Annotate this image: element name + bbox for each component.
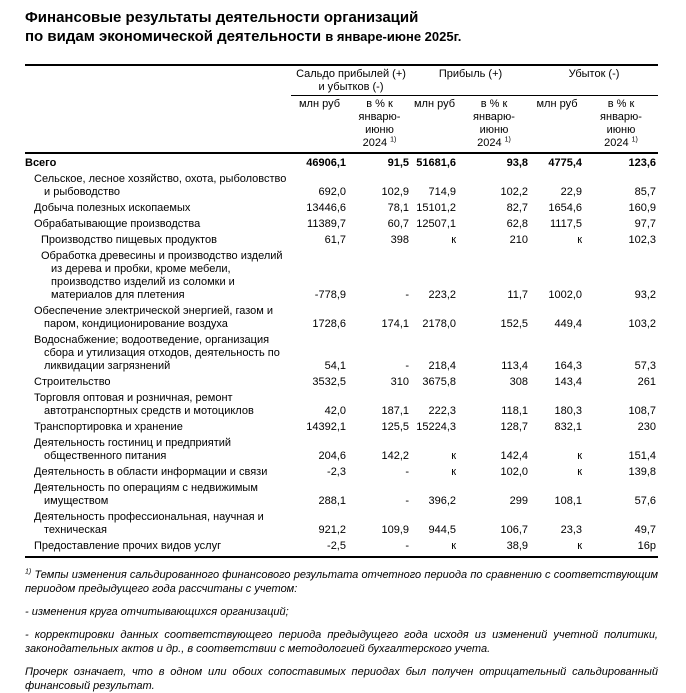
column-group-header-row bbox=[25, 65, 658, 96]
cell-value: 174,1 bbox=[381, 318, 409, 330]
cell-value: 398 bbox=[390, 234, 409, 246]
footnote-marker: 1) bbox=[25, 568, 32, 576]
cell-value: 1002,0 bbox=[548, 289, 582, 301]
table-row bbox=[25, 170, 658, 199]
cell-value: к bbox=[451, 450, 456, 462]
cell-value: 93,2 bbox=[634, 289, 656, 301]
row-label: Деятельность гостиниц и предприятий общественного питания bbox=[34, 437, 232, 462]
cell-value: 11389,7 bbox=[307, 218, 346, 230]
cell-value: 97,7 bbox=[634, 218, 656, 230]
row-label: Обрабатывающие производства bbox=[34, 218, 201, 230]
cell-value: 108,7 bbox=[628, 405, 656, 417]
cell-value: 93,8 bbox=[506, 157, 528, 169]
cell-value: 23,3 bbox=[560, 524, 582, 536]
table-row bbox=[25, 331, 658, 373]
cell-value: 1117,5 bbox=[549, 218, 582, 230]
empty-corner-cell bbox=[25, 65, 291, 96]
cell-value: 142,4 bbox=[500, 450, 528, 462]
table-row bbox=[25, 199, 658, 215]
footnote-4: Прочерк означает, что в одном или обоих сопоставимых периодах был получен отрицательный сальдированный финансовый результат. bbox=[25, 666, 658, 692]
table-row bbox=[25, 215, 658, 231]
cell-value: 46906,1 bbox=[306, 157, 346, 169]
footnote-2: - изменения круга отчитывающихся организаций; bbox=[25, 606, 289, 618]
row-label: Предоставление прочих видов услуг bbox=[25, 537, 291, 557]
cell-value: 15224,3 bbox=[416, 421, 456, 433]
cell-value: 187,1 bbox=[381, 405, 409, 417]
row-label: Строительство bbox=[34, 376, 111, 388]
cell-value: 102,3 bbox=[628, 234, 656, 246]
cell-value: 1654,6 bbox=[548, 202, 582, 214]
cell-value: 164,3 bbox=[554, 360, 582, 372]
cell-value: 13446,6 bbox=[306, 202, 346, 214]
cell-value: 128,7 bbox=[500, 421, 528, 433]
row-label: Водоснабжение; водоотведение, организация сбора и утилизация отходов, деятельность по ликвидации загрязнений bbox=[34, 334, 280, 372]
cell-value: 57,3 bbox=[634, 360, 656, 372]
footnote-ref-icon: 1) bbox=[504, 136, 511, 144]
cell-value: к bbox=[530, 537, 584, 557]
table-row bbox=[25, 247, 658, 302]
cell-value: 3675,8 bbox=[422, 376, 456, 388]
cell-value: - bbox=[405, 466, 409, 478]
table-row bbox=[25, 537, 658, 557]
cell-value: 118,1 bbox=[501, 405, 528, 417]
row-label: Торговля оптовая и розничная, ремонт автотранспортных средств и мотоциклов bbox=[34, 392, 254, 417]
cell-value: 151,4 bbox=[628, 450, 656, 462]
cell-value: 106,7 bbox=[500, 524, 528, 536]
row-label: Всего bbox=[25, 157, 57, 169]
cell-value: к bbox=[411, 537, 458, 557]
title-line-1: Финансовые результаты деятельности организаций bbox=[25, 9, 419, 26]
footnotes bbox=[25, 568, 658, 693]
cell-value: -778,9 bbox=[314, 289, 346, 301]
cell-value: 299 bbox=[509, 495, 528, 507]
cell-value: 152,5 bbox=[500, 318, 528, 330]
cell-value: 22,9 bbox=[560, 186, 582, 198]
cell-value: 944,5 bbox=[428, 524, 456, 536]
cell-value: к bbox=[577, 450, 582, 462]
table-row bbox=[25, 373, 658, 389]
cell-value: - bbox=[405, 495, 409, 507]
row-label: Обеспечение электрической энергией, газом и паром, кондиционирование воздуха bbox=[34, 305, 274, 330]
row-label: Обработка древесины и производство изделий из дерева и пробки, кроме мебели, производство изделий из соломки и материалов для плетения bbox=[41, 250, 283, 301]
cell-value: 921,2 bbox=[318, 524, 346, 536]
row-label: Деятельность профессиональная, научная и техническая bbox=[34, 511, 264, 536]
table-row bbox=[25, 463, 658, 479]
cell-value: 11,7 bbox=[507, 289, 528, 301]
cell-value: 222,3 bbox=[428, 405, 456, 417]
cell-value: 102,9 bbox=[381, 186, 409, 198]
subheader-loss-mln: млн руб bbox=[530, 96, 584, 154]
subheader-saldo-mln: млн руб bbox=[291, 96, 348, 154]
table-row bbox=[25, 508, 658, 537]
title-period: в январе-июне 2025г. bbox=[325, 29, 462, 44]
cell-value: 142,2 bbox=[381, 450, 409, 462]
group-header-profit: Прибыль (+) bbox=[411, 65, 530, 96]
page-title bbox=[25, 8, 658, 46]
row-label: Сельское, лесное хозяйство, охота, рыболовство и рыбоводство bbox=[34, 173, 287, 198]
title-line-2: по видам экономической деятельности в январе-июне 2025г. bbox=[25, 28, 462, 45]
cell-value: к bbox=[451, 234, 456, 246]
row-label: Производство пищевых продуктов bbox=[41, 234, 217, 246]
footnote-ref-icon: 1) bbox=[631, 136, 638, 144]
group-header-loss: Убыток (-) bbox=[530, 65, 658, 96]
cell-value: к bbox=[577, 466, 582, 478]
table-row bbox=[25, 302, 658, 331]
cell-value: 218,4 bbox=[428, 360, 456, 372]
cell-value: - bbox=[405, 360, 409, 372]
cell-value: 3532,5 bbox=[312, 376, 346, 388]
subheader-loss-pct: в % к январю- июню 2024 $^{1)}$ bbox=[584, 96, 658, 154]
cell-value: 692,0 bbox=[318, 186, 346, 198]
cell-value: -2,5 bbox=[291, 537, 348, 557]
cell-value: 15101,2 bbox=[416, 202, 456, 214]
cell-value: 16р bbox=[584, 537, 658, 557]
cell-value: 85,7 bbox=[634, 186, 656, 198]
cell-value: 103,2 bbox=[628, 318, 656, 330]
cell-value: 102,0 bbox=[500, 466, 528, 478]
cell-value: 123,6 bbox=[628, 157, 656, 169]
cell-value: 109,9 bbox=[381, 524, 409, 536]
column-subheader-row bbox=[25, 96, 658, 154]
cell-value: 42,0 bbox=[324, 405, 346, 417]
cell-value: 4775,4 bbox=[548, 157, 582, 169]
cell-value: к bbox=[577, 234, 582, 246]
row-label: Деятельность по операциям с недвижимым имуществом bbox=[34, 482, 258, 507]
cell-value: 60,7 bbox=[387, 218, 409, 230]
cell-value: 310 bbox=[390, 376, 409, 388]
cell-value: 38,9 bbox=[458, 537, 530, 557]
cell-value: 51681,6 bbox=[416, 157, 456, 169]
cell-value: 230 bbox=[637, 421, 656, 433]
cell-value: 102,2 bbox=[500, 186, 528, 198]
cell-value: - bbox=[405, 289, 409, 301]
cell-value: 91,5 bbox=[387, 157, 409, 169]
cell-value: 139,8 bbox=[628, 466, 656, 478]
cell-value: -2,3 bbox=[327, 466, 346, 478]
cell-value: 308 bbox=[509, 376, 528, 388]
cell-value: 832,1 bbox=[554, 421, 582, 433]
table-row bbox=[25, 389, 658, 418]
cell-value: 160,9 bbox=[628, 202, 656, 214]
cell-value: 449,4 bbox=[554, 318, 582, 330]
cell-value: 62,8 bbox=[506, 218, 528, 230]
table-row bbox=[25, 418, 658, 434]
cell-value: 714,9 bbox=[428, 186, 456, 198]
cell-value: 2178,0 bbox=[422, 318, 456, 330]
row-label: Транспортировка и хранение bbox=[34, 421, 183, 433]
empty-corner-cell bbox=[25, 96, 291, 154]
cell-value: 113,4 bbox=[501, 360, 528, 372]
footnote-3: - корректировки данных соответствующего периода предыдущего года исходя из изменений учетной политики, законодательных актов и др., в соответствии с методологией бухгалтерского учета. bbox=[25, 629, 658, 655]
cell-value: 12507,1 bbox=[416, 218, 456, 230]
table-row bbox=[25, 479, 658, 508]
table-row bbox=[25, 231, 658, 247]
subheader-profit-mln: млн руб bbox=[411, 96, 458, 154]
cell-value: 54,1 bbox=[324, 360, 346, 372]
cell-value: 14392,1 bbox=[306, 421, 346, 433]
cell-value: 82,7 bbox=[506, 202, 528, 214]
group-header-saldo: Сальдо прибылей (+) и убытков (-) bbox=[291, 65, 411, 96]
cell-value: к bbox=[451, 466, 456, 478]
cell-value: 57,6 bbox=[634, 495, 656, 507]
cell-value: 180,3 bbox=[554, 405, 582, 417]
cell-value: 143,4 bbox=[554, 376, 582, 388]
cell-value: 78,1 bbox=[387, 202, 409, 214]
table-row-total bbox=[25, 153, 658, 170]
cell-value: 288,1 bbox=[318, 495, 346, 507]
financial-results-table bbox=[25, 64, 658, 558]
cell-value: 125,5 bbox=[381, 421, 409, 433]
footnote-1: $^{1)}$ Темпы изменения сальдированного финансового результата отчетного периода по сравнению с соответствующим периодом предыдущего года рассчитаны с учетом: bbox=[25, 568, 658, 595]
cell-value: 210 bbox=[509, 234, 528, 246]
cell-value: 261 bbox=[637, 376, 656, 388]
row-label: Деятельность в области информации и связи bbox=[34, 466, 268, 478]
subheader-profit-pct: в % к январю- июню 2024 $^{1)}$ bbox=[458, 96, 530, 154]
cell-value: 108,1 bbox=[554, 495, 582, 507]
table-row bbox=[25, 434, 658, 463]
cell-value: 204,6 bbox=[318, 450, 346, 462]
cell-value: 49,7 bbox=[634, 524, 656, 536]
cell-value: 396,2 bbox=[428, 495, 456, 507]
cell-value: - bbox=[348, 537, 411, 557]
row-label: Добыча полезных ископаемых bbox=[34, 202, 191, 214]
subheader-saldo-pct: в % к январю- июню 2024 $^{1)}$ bbox=[348, 96, 411, 154]
cell-value: 223,2 bbox=[428, 289, 456, 301]
cell-value: 1728,6 bbox=[312, 318, 346, 330]
cell-value: 61,7 bbox=[324, 234, 346, 246]
footnote-ref-icon: 1) bbox=[390, 136, 397, 144]
